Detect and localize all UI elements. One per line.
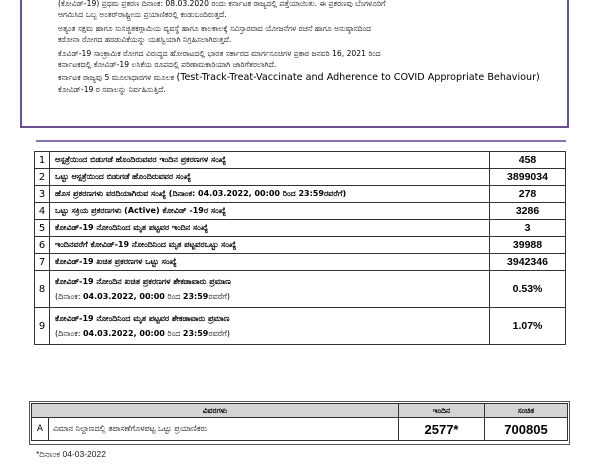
header-cumulative: ಸಂಚಿತ (485, 404, 568, 418)
row-value: 3286 (490, 203, 566, 220)
stats-row (35, 203, 566, 220)
row-number: 8 (35, 271, 50, 308)
row-label-text: ಕೋವಿಡ್-19 ನೋಂದಿನಿಂದ ಮೃತ ಪಟ್ಟವರ ಶೇಕಡಾವಾರು ಪ್ರಮಾಣ (55, 313, 230, 323)
stats-row (35, 152, 566, 169)
row-number: 9 (35, 308, 50, 345)
row-date-range (55, 292, 484, 302)
row-number: 2 (35, 169, 50, 186)
intro-line-5: ಕೊವಿಡ್-19 ಸಾಂಕ್ರಾಮಿಕ ರೋಗದ ವಿರುದ್ಧದ ಹೋರಾಟದಲ್ಲಿ ಭಾರತ ಸರ್ಕಾರದ ಮಾರ್ಗಸೂಚಿಗಳ ಪ್ರಕಾರ ಜನವರಿ 16, 2021 ರಿಂದ (58, 48, 381, 58)
section-divider (36, 140, 566, 142)
row-number: 6 (35, 237, 50, 254)
row-value: 3899034 (490, 169, 566, 186)
intro-line-4: ಕರೋನಾ ರೋಗದ ಹರಡುವಿಕೆಯನ್ನು ಯಶಸ್ವಿಯಾಗಿ ನಿಗ್ರಹಿಸಲಾಗಿರುತ್ತದೆ. (58, 35, 232, 45)
row-label: ಒಟ್ಟು ಸಕ್ರಿಯ ಪ್ರಕರಣಗಳು (Active) ಕೋವಿಡ್ -19ರ ಸಂಖ್ಯೆ (50, 203, 490, 220)
travel-total-value: 700805 (485, 418, 568, 441)
row-value: 39988 (490, 237, 566, 254)
row-number: 7 (35, 254, 50, 271)
intro-line-1: (ಕೋವಿಡ್-19) ಪ್ರಥಮ ಪ್ರಕರಣ ದಿನಾಂಕ: 08.03.2020 ರಂದು ಕರ್ನಾಟಕ ರಾಜ್ಯದಲ್ಲಿ ಪತ್ತೆಯಾಯಿತು. ಈ ಪ್ರಕರಣವು ಬೆಂಗಳೂರಿಗೆ (58, 0, 386, 8)
stats-row (35, 237, 566, 254)
stats-row (35, 271, 566, 308)
row-tail: ರವರೆಗೆ) (208, 291, 231, 301)
row-value: 1.07% (490, 308, 566, 345)
travel-header-row (32, 404, 568, 418)
header-today: ಇಂದಿನ (399, 404, 485, 418)
row-value: 3 (490, 220, 566, 237)
intro-last-suffix: ಕೋವಿಡ್-19 ರ ಸವಾಲನ್ನು ನಿರ್ವಹಿಸುತ್ತಿದೆ. (58, 84, 166, 94)
intro-line-6: ಕರ್ನಾಟಕದಲ್ಲಿ ಕೋವಿಡ್-19 ಲಸಿಕೆಯ ರೂಪದಲ್ಲಿ ಪರಿಣಾಮಕಾರಿಯಾಗಿ ಜಾರಿಗೆತರಲಾಗಿದೆ. (58, 60, 277, 70)
row-label: ಇಂದಿನವರೆಗೆ ಕೋವಿಡ್-19 ನೋಂದಿನಿಂದ ಮೃತ ಪಟ್ಟವರಒಟ್ಟು ಸಂಖ್ಯೆ (50, 237, 490, 254)
row-sub-prefix: (ದಿನಾಂಕ: (55, 291, 83, 301)
row-label: ಕೋವಿಡ್-19 ಖಚಿತ ಪ್ರಕರಣಗಳ ಒಟ್ಟು ಸಂಖ್ಯೆ (50, 254, 490, 271)
travel-table (31, 403, 568, 441)
intro-last-english: (Test-Track-Treat-Vaccinate and Adherence to COVID Appropriate Behaviour) (176, 72, 540, 84)
row-label (50, 186, 490, 203)
row-time: 23:59 (298, 189, 324, 198)
footnote: *ದಿನಾಂಕ 04-03-2022 (36, 449, 106, 459)
row-value: 0.53% (490, 271, 566, 308)
stats-row (35, 308, 566, 345)
row-mid: ರಿಂದ (279, 189, 299, 198)
row-number: 4 (35, 203, 50, 220)
row-number: 1 (35, 152, 50, 169)
stats-row (35, 254, 566, 271)
travel-today-value: 2577* (399, 418, 485, 441)
travel-row (32, 418, 568, 441)
travel-row-id: A (32, 418, 49, 441)
row-tail: ರವರೆಗೆ) (323, 189, 347, 198)
row-value: 458 (490, 152, 566, 169)
row-label (50, 271, 490, 308)
row-label-text: ಕೋವಿಡ್-19 ನೋಂದಿನ ಖಚಿತ ಪ್ರಕರಣಗಳ ಶೇಕಡಾವಾರು ಪ್ರಮಾಣ (55, 276, 231, 286)
stats-row (35, 186, 566, 203)
row-mid: ರಿಂದ (164, 291, 183, 301)
row-number: 5 (35, 220, 50, 237)
stats-row (35, 169, 566, 186)
row-value: 278 (490, 186, 566, 203)
row-time: 23:59 (182, 291, 209, 301)
stats-table (34, 151, 566, 345)
row-date: 04.03.2022, 00:00 (82, 328, 165, 338)
intro-last-prefix: ಕರ್ನಾಟಕ ರಾಜ್ಯವು 5 ಮೂಲಾಧಾರಗಳ ಮೂಲಕ (58, 73, 177, 83)
row-label: ಒಟ್ಟು ಆಸ್ಪತ್ರೆಯಿಂದ ಬಿಡುಗಡೆ ಹೊಂದಿರುವವರ ಸಂಖ್ಯೆ (50, 169, 490, 186)
row-time: 23:59 (182, 328, 209, 338)
stats-row (35, 220, 566, 237)
row-value: 3942346 (490, 254, 566, 271)
row-label: ಕೋವಿಡ್-19 ನೋಂದಿನಿಂದ ಮೃತ ಪಟ್ಟವರ ಇಂದಿನ ಸಂಖ್ಯೆ (50, 220, 490, 237)
intro-line-2: ಆಗಮಿಸಿದ ಒಬ್ಬ ಅಂತರ್‌ರಾಷ್ಟ್ರೀಯ ಪ್ರಯಾಣಿಕರಲ್ಲಿ ಕಂಡುಬಂದಿರುತ್ತದೆ. (58, 10, 227, 20)
travel-row-label: ವಿಮಾನ ನಿಲ್ದಾಣದಲ್ಲಿ ತಪಾಸಣೆಗೊಳಪಟ್ಟ ಒಟ್ಟು ಪ್ರಯಾಣಿಕರು (49, 418, 399, 441)
row-date-range (55, 329, 484, 339)
row-sub-prefix: (ದಿನಾಂಕ: (55, 328, 83, 338)
row-tail: ರವರೆಗೆ) (208, 328, 231, 338)
row-label: ಆಸ್ಪತ್ರೆಯಿಂದ ಬಿಡುಗಡೆ ಹೊಂದಿರುವವರ ಇಂದಿನ ಪ್ರಕರಣಗಳ ಸಂಖ್ಯೆ (50, 152, 490, 169)
row-label-text: ಹೊಸ ಪ್ರಕರಣಗಳು ವರದಿಯಾಗಿರುವ ಸಂಖ್ಯೆ (ದಿನಾಂಕ: (55, 189, 199, 198)
intro-line-7 (58, 72, 551, 95)
row-mid: ರಿಂದ (164, 328, 183, 338)
intro-line-3: ಅತ್ಯಂತ ಸಕ್ಷಮ ಹಾಗೂ ಸುಸಜ್ಜಿತಕಗ್ಗಾಮಿಯ ವ್ಯವಸ್ಥೆ ಹಾಗೂ ಕಾಲಕಾಲಕ್ಕೆ ಸವಿಸ್ತಾರವಾದ ಯೋಜನೆಗಳ ರಚನೆ ಹಾಗೂ ಅನುಷ್ಠಾನದಿಂದ (58, 23, 371, 33)
intro-box (20, 0, 569, 128)
row-date: 04.03.2022, 00:00 (198, 189, 280, 198)
row-date: 04.03.2022, 00:00 (82, 291, 165, 301)
row-number: 3 (35, 186, 50, 203)
row-label (50, 308, 490, 345)
header-details: ವಿವರಗಳು (32, 404, 399, 418)
